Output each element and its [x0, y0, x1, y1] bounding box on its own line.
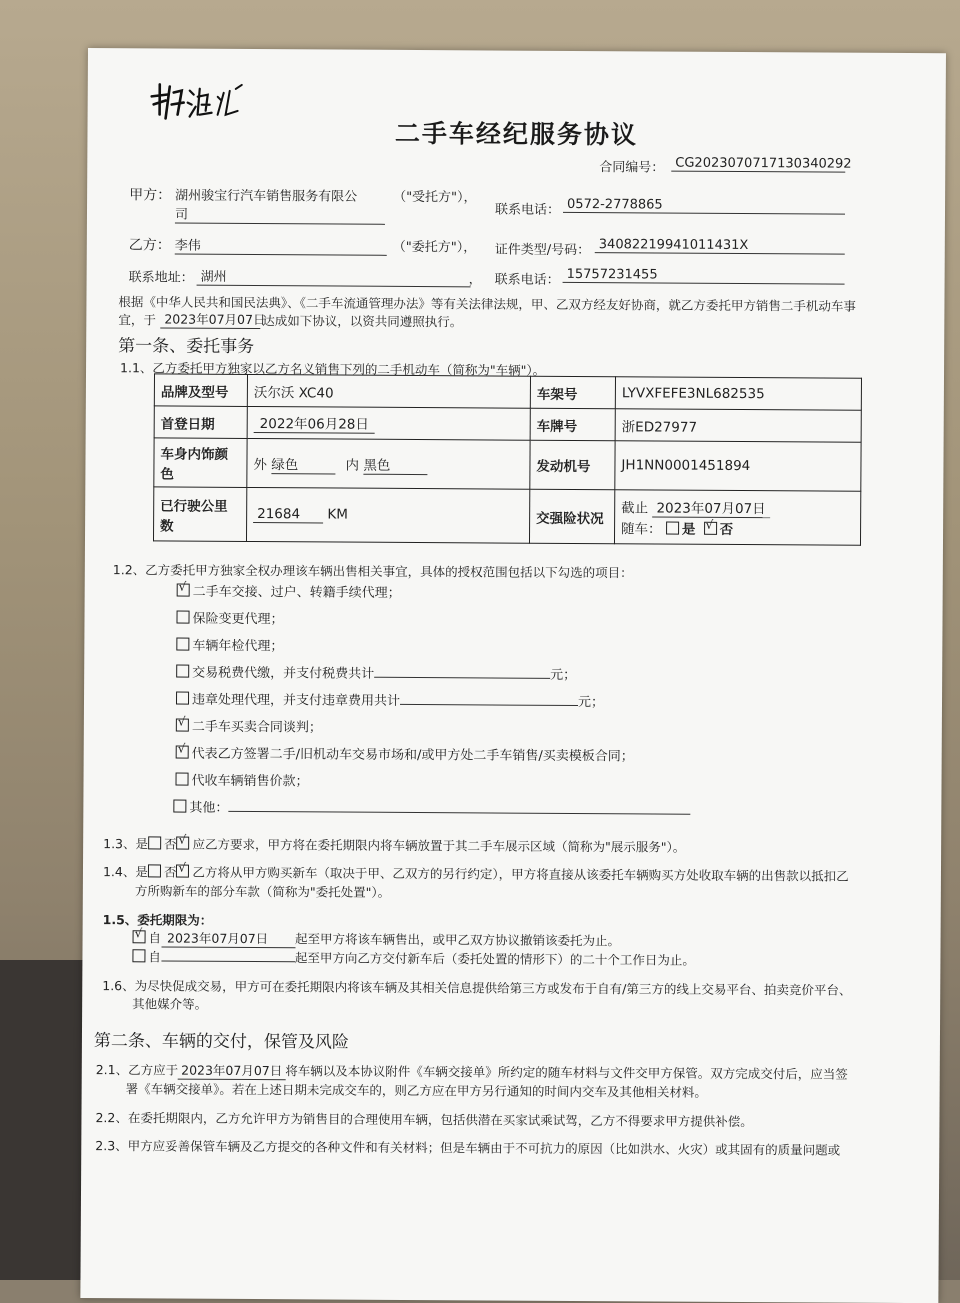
clause-1-4-no-checkbox[interactable] [176, 865, 189, 878]
mileage-value: 21684 [253, 506, 323, 523]
intro-line1: 根据《中华人民共和国民法典》、《二手车流通管理办法》等有关法律法规，甲、乙双方经友好协商，就乙方委托甲方销售二手机动车事 [118, 294, 856, 314]
insurance-yes-checkbox[interactable] [666, 522, 679, 535]
vin-label: 车架号 [530, 376, 615, 409]
clause-1-6-line1: 1.6、为尽快促成交易，甲方可在委托期限内将该车辆及其相关信息提供给第三方或发布于自有/第三方的线上交易平台、拍卖竞价平台、 [102, 978, 852, 998]
option-8-label: 代收车辆销售价款； [191, 773, 309, 790]
party-b-label: 乙方： [128, 237, 171, 254]
option-4-blank[interactable] [374, 677, 550, 679]
option-2 [176, 608, 283, 628]
party-b-name: 李伟 [175, 235, 387, 256]
clause-1-3-yes-checkbox[interactable] [148, 836, 161, 849]
option-2-label: 保险变更代理； [192, 611, 284, 628]
option-6-checkbox[interactable] [176, 719, 189, 732]
option-4-label: 交易税费代缴，并支付税费共计 [192, 665, 375, 682]
party-a-name-line1: 湖州骏宝行汽车销售服务有限公 [175, 188, 358, 205]
mileage-unit: KM [327, 506, 349, 523]
clause-1-2: 1.2、乙方委托甲方独家全权办理该车辆出售相关事宜，具体的授权范围包括以下勾选的项目： [112, 562, 633, 581]
option-2-checkbox[interactable] [176, 611, 189, 624]
clause-2-1-date: 2023年07月07日 [178, 1061, 285, 1081]
page-title: 二手车经纪服务协议 [394, 118, 639, 150]
insurance-yes-label: 是 [681, 521, 696, 538]
brand-label: 品牌及型号 [154, 374, 247, 407]
clause-1-3-text: 应乙方要求，甲方将在委托期限内将车辆放置于其二手车展示区域（简称为"展示服务"）。 [192, 836, 686, 855]
party-b-role: （"委托方"）， [392, 239, 477, 256]
intro-line2-b: 达成如下协议，以资共同遵照执行。 [262, 313, 463, 330]
clause-1-5-row1-from: 自 [148, 930, 162, 946]
option-7 [176, 743, 634, 765]
option-5-suffix: 元； [577, 695, 605, 711]
insurance-label: 交强险状况 [529, 489, 614, 544]
engine-label: 发动机号 [530, 440, 615, 490]
insurance-no-label: 否 [719, 521, 734, 538]
clause-2-1-line2: 署《车辆交接单》。若在上述日期未完成交车的，则乙方应在甲方另行通知的时间内交车及其他相关材料。 [125, 1081, 707, 1100]
clause-1-5-row2-from: 自 [148, 949, 162, 965]
option-9-label: 其他： [189, 800, 229, 816]
outer-color-label: 外 [253, 456, 268, 473]
clause-1-3-yes: 是 [135, 836, 149, 852]
clause-1-3-num: 1.3、 [103, 836, 136, 852]
clause-1-3-no: 否 [163, 836, 177, 852]
option-6 [176, 716, 322, 736]
option-5-blank[interactable] [400, 704, 578, 706]
insurance-with-label: 随车： [621, 521, 662, 538]
color-label: 车身内饰颜色 [154, 438, 247, 488]
clause-1-4-text2: 方所购新车的部分车款（简称为"委托处置"）。 [134, 883, 391, 900]
insurance-until-label: 截止 [621, 500, 649, 517]
clause-2-2: 2.2、在委托期限内，乙方允许甲方为销售目的合理使用车辆，包括供潜在买家试乘试驾，乙方不得要求甲方提供补偿。 [95, 1110, 753, 1130]
option-3 [176, 635, 283, 655]
clause-1-3-no-checkbox[interactable] [177, 837, 190, 850]
brand-value: 沃尔沃 XC40 [247, 374, 530, 408]
option-4 [176, 662, 576, 683]
inner-color-value: 黑色 [363, 453, 427, 474]
option-9-checkbox[interactable] [173, 800, 186, 813]
clause-1-5-row2-checkbox[interactable] [132, 949, 145, 962]
option-1 [177, 581, 401, 601]
party-a-phone: 0572-2778865 [563, 197, 845, 215]
contract-no: CG2023070717130340292 [671, 156, 845, 173]
party-a-label: 甲方： [129, 187, 172, 204]
party-a-role: （"受托方"）， [393, 189, 477, 206]
party-a-name-line2: 司 [175, 204, 385, 225]
intro-date: 2023年07月07日 [160, 309, 260, 329]
engine-value: JH1NN0001451894 [615, 441, 861, 492]
clause-1-4-text1: 乙方将从甲方购买新车（取决于甲、乙双方的另行约定），甲方将直接从该委托车辆购买方处收取车辆的出售款以抵扣乙 [192, 864, 849, 884]
clause-1-4-yes-checkbox[interactable] [148, 864, 161, 877]
inner-color-label: 内 [345, 457, 360, 474]
clause-1-5-text2: 起至甲方向乙方交付新车后（委托处置的情形下）的二十个工作日为止。 [294, 950, 696, 968]
party-b-phone-label: 联系电话： [494, 272, 560, 288]
clause-1-5-date2-blank[interactable] [161, 960, 295, 962]
option-4-checkbox[interactable] [176, 665, 189, 678]
reg-date-label: 首登日期 [154, 406, 247, 439]
clause-1-5-title: 1.5、委托期限为： [102, 912, 213, 928]
address-label: 联系地址： [128, 270, 194, 286]
intro-line2-a: 宜，于 [118, 312, 156, 328]
reg-date-value: 2022年06月28日 [254, 412, 375, 434]
clause-2-1-b: 将车辆以及本协议附件《车辆交接单》所约定的随车材料与文件交甲方保管。双方完成交付后，应当签 [285, 1063, 848, 1082]
option-8-checkbox[interactable] [175, 773, 188, 786]
vin-value: LYVXFEFE3NL682535 [615, 377, 861, 411]
vehicle-table [153, 373, 862, 545]
clause-1-3 [103, 834, 685, 856]
clause-1-5-row1-checkbox[interactable] [133, 930, 146, 943]
option-9 [173, 797, 690, 819]
clause-2-1-a: 2.1、乙方应于 [95, 1062, 179, 1078]
mileage-label: 已行驶公里数 [153, 487, 246, 542]
insurance-no-checkbox[interactable] [704, 522, 717, 535]
party-b-id-label: 证件类型/号码： [494, 242, 591, 259]
option-7-label: 代表乙方签署二手/旧机动车交易市场和/或甲方处二手车销售/买卖模板合同； [191, 746, 634, 765]
clause-1-4-yes: 是 [135, 864, 148, 880]
clause-1-5-row2 [132, 947, 695, 968]
option-7-checkbox[interactable] [176, 746, 189, 759]
option-5-label: 违章处理代理，并支付违章费用共计 [191, 692, 401, 709]
clause-1-5-date1: 2023年07月07日 [161, 928, 295, 948]
address-comma: ， [468, 272, 482, 288]
contract-no-label: 合同编号： [599, 160, 665, 176]
party-b-id: 34082219941011431X [595, 237, 845, 255]
option-1-checkbox[interactable] [177, 584, 190, 597]
clause-1-4-num: 1.4、 [102, 864, 136, 880]
contract-page [80, 48, 946, 1303]
party-a-phone-label: 联系电话： [494, 202, 561, 218]
clause-1-1: 1.1、乙方委托甲方独家以乙方名义销售下列的二手机动车（简称为"车辆"）。 [120, 360, 546, 378]
clause-1-5-text1: 起至甲方将该车辆售出，或甲乙双方协议撤销该委托为止。 [295, 931, 621, 949]
article-2-title: 第二条、车辆的交付，保管及风险 [93, 1031, 349, 1053]
option-1-label: 二手车交接、过户、转籍手续代理； [192, 584, 401, 601]
party-b-phone: 15757231455 [563, 267, 845, 285]
option-5-checkbox[interactable] [176, 692, 189, 705]
clause-1-4-no: 否 [163, 864, 177, 880]
option-5 [176, 689, 604, 711]
article-1-title: 第一条、委托事务 [118, 336, 255, 358]
option-9-blank[interactable] [228, 811, 690, 815]
plate-value: 浙ED27977 [615, 409, 861, 443]
option-8 [175, 770, 308, 790]
option-6-label: 二手车买卖合同谈判； [191, 719, 322, 736]
address-value: 湖州 [197, 266, 471, 288]
option-3-label: 车辆年检代理； [192, 638, 284, 655]
clause-2-3: 2.3、甲方应妥善保管车辆及乙方提交的各种文件和有关材料；但是车辆由于不可抗力的原因（比如洪水、火灾）或其固有的质量问题或 [95, 1138, 841, 1158]
option-4-suffix: 元； [550, 667, 577, 683]
insurance-until-value: 2023年07月07日 [652, 496, 769, 518]
option-3-checkbox[interactable] [176, 638, 189, 651]
plate-label: 车牌号 [530, 408, 615, 441]
clause-1-6-line2: 其他媒介等。 [132, 996, 208, 1012]
outer-color-value: 绿色 [271, 453, 335, 474]
